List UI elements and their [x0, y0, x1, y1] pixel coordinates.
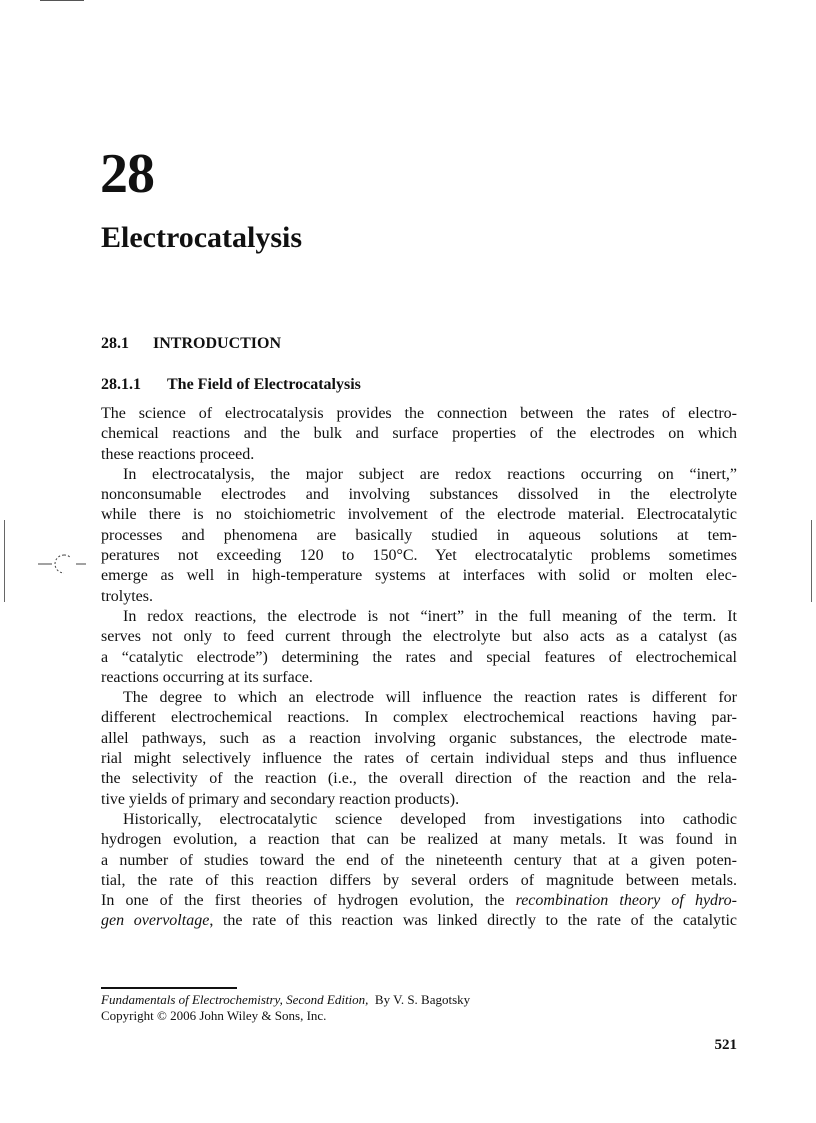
body-text [101, 404, 737, 932]
text-line: reactions occurring at its surface. [101, 668, 313, 686]
text-line: while there is no stoichiometric involvement of the electrode material. Electrocatalytic [101, 506, 737, 524]
footnote-line [101, 992, 470, 1008]
text-line: serves not only to feed current through the electrolyte but also acts as a catalyst (as [101, 628, 737, 646]
crop-mark-right [811, 520, 812, 602]
footnote-rule [101, 987, 237, 989]
text-line: In redox reactions, the electrode is not “inert” in the full meaning of the term. It [123, 607, 737, 625]
text-line [101, 891, 737, 911]
section-title: INTRODUCTION [153, 335, 282, 352]
text-line: processes and phenomena are basically studied in aqueous solutions at tem- [101, 526, 737, 544]
text-line: In electrocatalysis, the major subject are redox reactions occurring on “inert,” [123, 465, 737, 483]
italic-term: recombination theory of hydro- [515, 892, 737, 910]
book-title: Fundamentals of Electrochemistry, Second Edition, [101, 992, 369, 1007]
text-run: , the rate of this reaction was linked directly to the rate of the catalytic [209, 912, 738, 930]
text-line: a “catalytic electrode”) determining the rates and special features of electrochemical [101, 648, 737, 666]
section-heading [101, 335, 281, 353]
text-run: In one of the first theories of hydrogen evolution, the [101, 892, 505, 910]
text-line: nonconsumable electrodes and involving substances dissolved in the electrolyte [101, 486, 737, 504]
subsection-number: 28.1.1 [101, 376, 141, 393]
text-line: tive yields of primary and secondary reaction products). [101, 790, 460, 808]
crop-mark-left [4, 520, 5, 602]
text-line [101, 911, 737, 931]
chapter-number: 28 [100, 143, 154, 205]
text-line: trolytes. [101, 587, 153, 605]
text-line: a number of studies toward the end of the nineteenth century that at a given poten- [101, 851, 737, 869]
text-line: hydrogen evolution, a reaction that can be realized at many metals. It was found in [101, 831, 737, 849]
text-line: different electrochemical reactions. In complex electrochemical reactions having par- [101, 709, 737, 727]
copyright: Copyright © 2006 John Wiley & Sons, Inc. [101, 1008, 327, 1023]
text-line: rial might selectively influence the rates of certain individual steps and thus influence [101, 750, 737, 768]
text-line: The degree to which an electrode will influence the reaction rates is different for [123, 689, 737, 707]
registration-mark-icon [38, 552, 86, 576]
author: By V. S. Bagotsky [374, 992, 471, 1007]
subsection-title: The Field of Electrocatalysis [167, 376, 361, 393]
text-line: peratures not exceeding 120 to 150°C. Yet electrocatalytic problems sometimes [101, 547, 737, 565]
italic-term: gen overvoltage [101, 912, 210, 930]
subsection-heading [101, 376, 361, 394]
footnote [101, 992, 470, 1024]
text-line: allel pathways, such as a reaction involving organic substances, the electrode mate- [101, 729, 737, 747]
crop-mark-top [40, 0, 84, 1]
text-line: Historically, electrocatalytic science developed from investigations into cathodic [123, 810, 737, 828]
section-number: 28.1 [101, 335, 129, 352]
page-number: 521 [714, 1037, 737, 1053]
chapter-title: Electrocatalysis [101, 221, 303, 254]
text-line: chemical reactions and the bulk and surface properties of the electrodes on which [101, 425, 737, 443]
text-line: tial, the rate of this reaction differs by several orders of magnitude between metals. [101, 871, 737, 889]
text-line: these reactions proceed. [101, 445, 255, 463]
text-line: emerge as well in high-temperature systems at interfaces with solid or molten elec- [101, 567, 737, 585]
text-line: the selectivity of the reaction (i.e., the overall direction of the reaction and the rela- [101, 770, 737, 788]
text-line: The science of electrocatalysis provides the connection between the rates of electro- [101, 405, 737, 422]
